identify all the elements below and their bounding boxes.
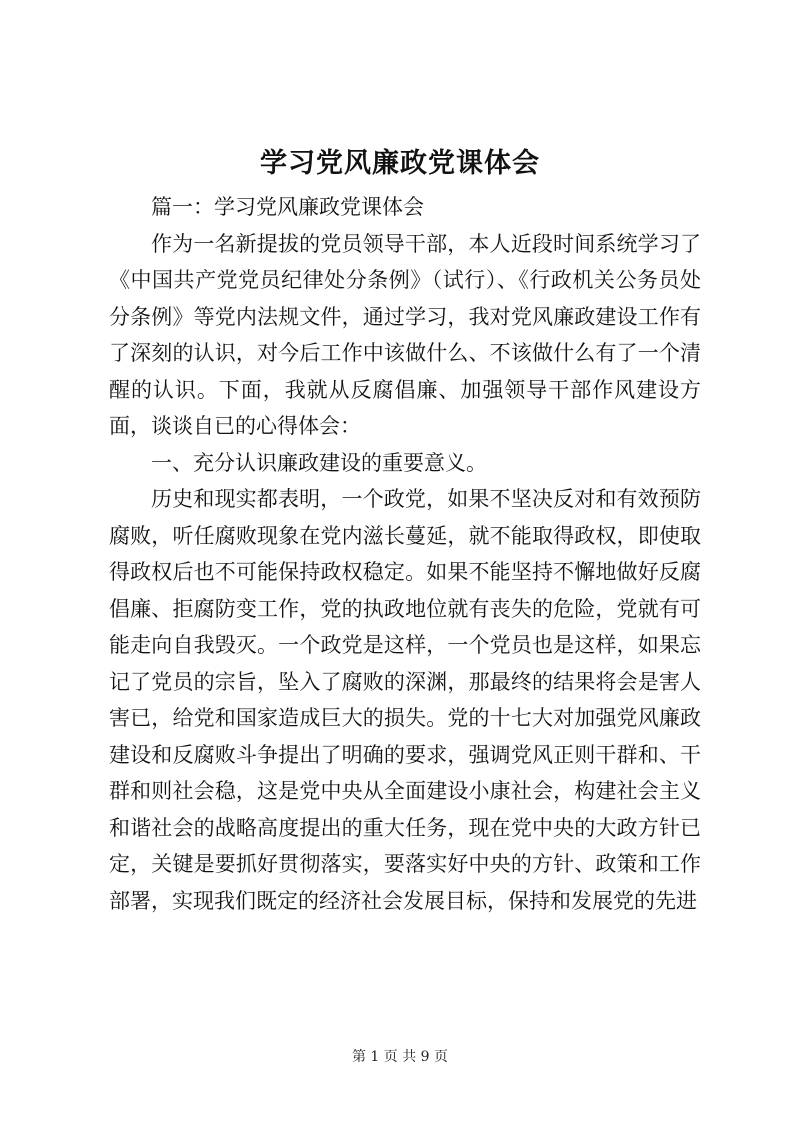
paragraph-section-heading: 篇一：学习党风廉政党课体会 bbox=[151, 195, 424, 219]
document-title: 学习党风廉政党课体会 bbox=[260, 148, 540, 179]
document-body bbox=[109, 189, 701, 919]
paragraph-history-and-reality: 历史和现实都表明，一个政党，如果不坚决反对和有效预防腐败，听任腐败现象在党内滋长蔓延，就不能取得政权，即使取得政权后也不可能保持政权稳定。如果不能坚持不懈地做好反腐倡廉、拒腐防变工作，党的执政地位就有丧失的危险，党就有可能走向自我毁灭。一个政党是这样，一个党员也是这样，如果忘记了党员的宗旨，坠入了腐败的深渊，那最终的结果将会是害人害已，给党和国家造成巨大的损失。党的十七大对加强党风廉政建设和反腐败斗争提出了明确的要求，强调党风正则干群和、干群和则社会稳，这是党中央从全面建设小康社会，构建社会主义和谐社会的战略高度提出的重大任务，现在党中央的大政方针已定，关键是要抓好贯彻落实，要落实好中央的方针、政策和工作部署，实现我们既定的经济社会发展目标，保持和发展党的先进 bbox=[109, 487, 701, 913]
paragraph-point-one-heading: 一、充分认识廉政建设的重要意义。 bbox=[151, 450, 487, 475]
paragraph-introduction: 作为一名新提拔的党员领导干部，本人近段时间系统学习了《中国共产党党员纪律处分条例》（试行）、《行政机关公务员处分条例》等党内法规文件，通过学习，我对党风廉政建设工作有了深刻的认识，对今后工作中该做什么、不该做什么有了一个清醒的认识。下面，我就从反腐倡廉、加强领导干部作风建设方面，谈谈自已的心得体会： bbox=[109, 231, 701, 438]
page-number-footer: 第 1 页 共 9 页 bbox=[351, 1049, 449, 1065]
